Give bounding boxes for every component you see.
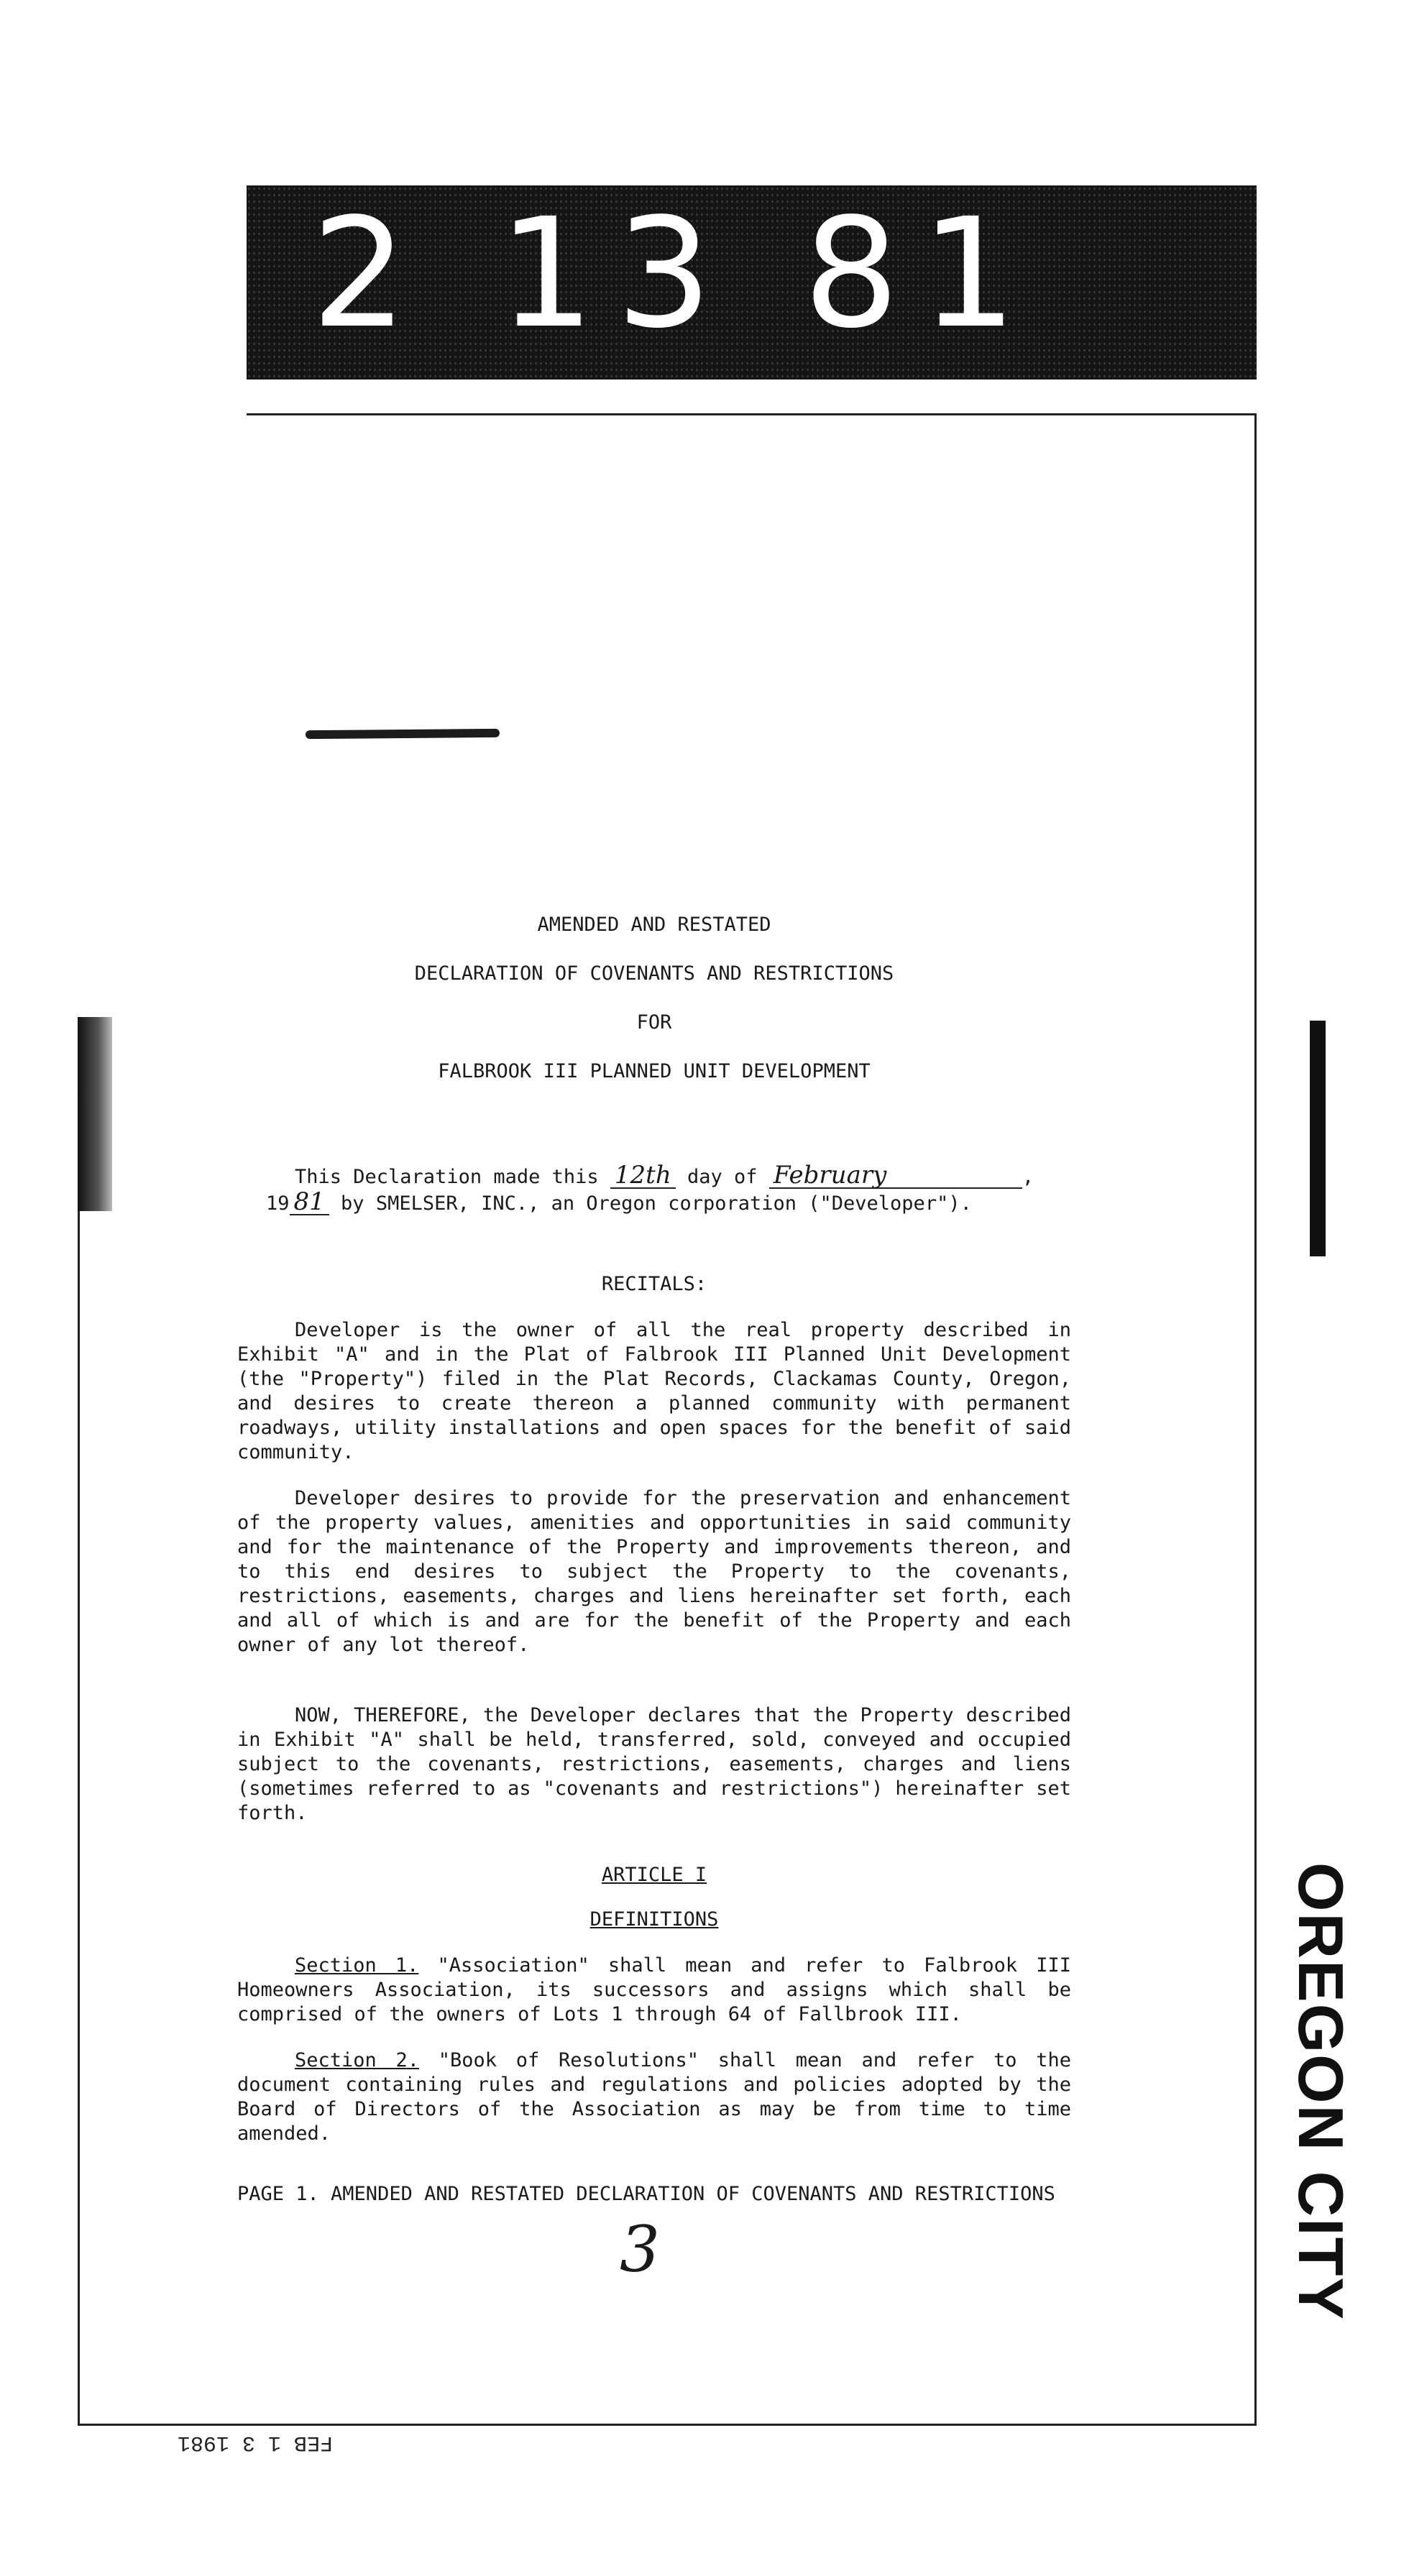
title-line-2: DECLARATION OF COVENANTS AND RESTRICTIONS xyxy=(414,962,894,985)
frame-left-border xyxy=(78,1028,80,2426)
year-prefix: 19 xyxy=(266,1192,290,1215)
article-number: ARTICLE I xyxy=(601,1864,707,1886)
scan-edge-mark xyxy=(78,1017,112,1211)
section-2-text: "Book of Resolutions" shall mean and refer to the document containing rules and regulations and policies adopted by the Board of Directors of the Association as may be from time to time amended. xyxy=(237,2049,1072,2145)
frame-bottom-border xyxy=(78,2424,1257,2426)
page-footer: PAGE 1. AMENDED AND RESTATED DECLARATION OF COVENANTS AND RESTRICTIONS xyxy=(237,2183,1055,2205)
recording-number-banner xyxy=(247,185,1257,380)
handwritten-day: 12th xyxy=(610,1163,676,1189)
section-1-label: Section 1. xyxy=(295,1954,419,1977)
declaration-document xyxy=(237,913,1071,2284)
declaration-intro: This Declaration made this 12th day of February , 19 81 by SMELSER, INC., an Oregon corporation ("Developer"). xyxy=(266,1161,1034,1216)
section-1 xyxy=(237,1954,1071,2027)
title-line-3: FOR xyxy=(636,1011,672,1034)
section-1-text: "Association" shall mean and refer to Falbrook III Homeowners Association, its successors and assigns which shall be comprised of the owners of Lots 1 through 64 of Fallbrook III. xyxy=(237,1954,1071,2025)
oregon-city-stamp: OREGON CITY xyxy=(1285,1862,1357,2322)
date-stamp: FEB 1 3 1981 xyxy=(177,2430,333,2455)
margin-bar xyxy=(1310,1021,1326,1256)
section-2-label: Section 2. xyxy=(295,2049,420,2071)
title-line-1: AMENDED AND RESTATED xyxy=(537,914,771,936)
recital-paragraph-3: NOW, THEREFORE, the Developer declares that the Property described in Exhibit "A" shall be held, transferred, sold, conveyed and occupied subject to the covenants, restrictions, easements, charges and liens (sometimes referred to as "covenants and restrictions") hereinafter set forth. xyxy=(237,1704,1071,1824)
frame-top-border xyxy=(247,413,1257,415)
handwritten-year: 81 xyxy=(290,1190,329,1215)
recital-paragraph-2: Developer desires to provide for the preservation and enhancement of the property values, amenities and opportunities in said community and for the maintenance of the Property and improvements thereon, and to this end desires to subject the Property to the covenants, restrictions, easements, charges and liens hereinafter set forth, each and all of which is and are for the benefit of the Property and each owner of any lot thereof. xyxy=(237,1487,1071,1656)
intro-text-1: This Declaration made this xyxy=(295,1166,599,1188)
frame-right-border xyxy=(1254,413,1257,2426)
handwritten-month: February xyxy=(769,1163,1022,1189)
intro-text-2: day of xyxy=(687,1166,758,1188)
title-line-4: FALBROOK III PLANNED UNIT DEVELOPMENT xyxy=(438,1060,871,1082)
section-2 xyxy=(237,2048,1071,2146)
ink-smudge xyxy=(306,729,500,739)
article-title: DEFINITIONS xyxy=(589,1908,719,1931)
handwritten-page-number: 3 xyxy=(620,2212,660,2286)
intro-text-3: by SMELSER, INC., an Oregon corporation ("Developer"). xyxy=(341,1192,972,1215)
recitals-heading: RECITALS: xyxy=(601,1273,707,1295)
recital-paragraph-1: Developer is the owner of all the real property described in Exhibit "A" and in the Plat of Falbrook III Planned Unit Development (the "Property") filed in the Plat Records, Clackamas County, Oregon, and desires to create thereon a planned community with permanent roadways, utility installations and open spaces for the benefit of said community. xyxy=(237,1319,1071,1463)
recording-number: 2 13 81 xyxy=(311,185,1039,362)
